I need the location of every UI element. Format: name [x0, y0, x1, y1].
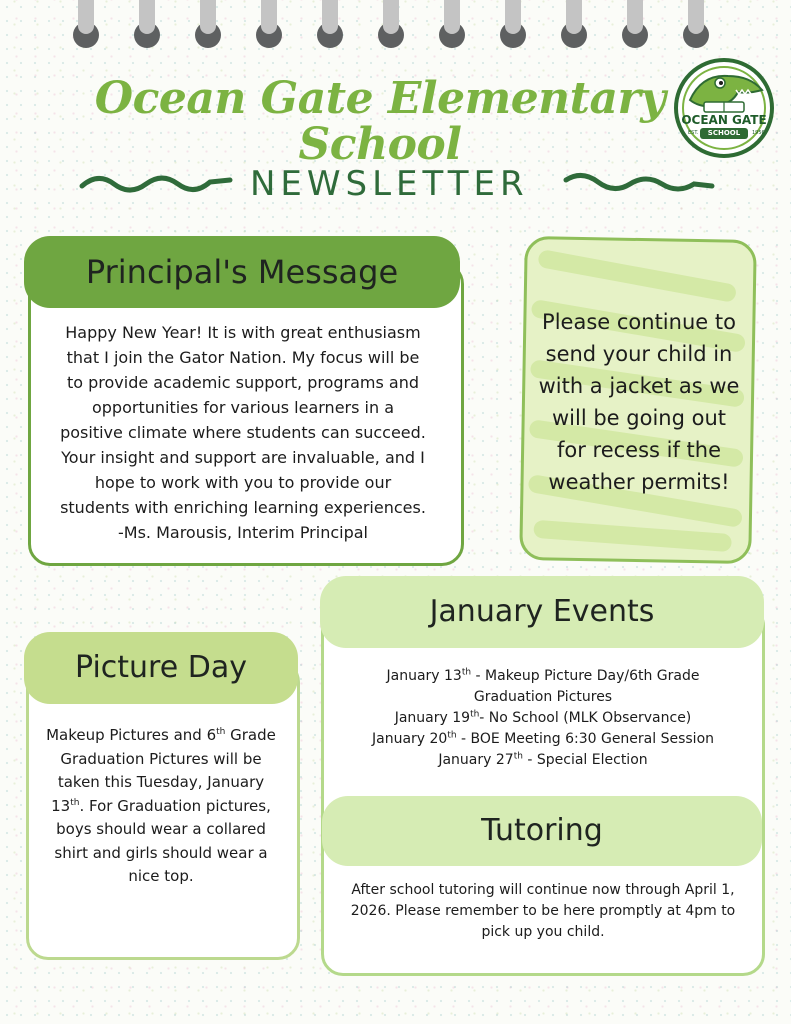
- text-line: boys should wear a collared: [56, 820, 266, 838]
- text-line: 2026. Please remember to be here promptly at 4pm to: [350, 903, 736, 919]
- text-line: for recess if the: [556, 438, 722, 462]
- binding-ring: [561, 0, 587, 46]
- binding-ring: [500, 0, 526, 46]
- school-title-line2: School: [298, 119, 462, 170]
- text-line: Your insight and support are invaluable, and I: [61, 448, 425, 467]
- right-squiggle: [560, 168, 720, 198]
- tutoring-heading: Tutoring: [322, 796, 762, 866]
- text-line: that I join the Gator Nation. My focus will be: [66, 348, 420, 367]
- binding-ring: [73, 0, 99, 46]
- text-line: shirt and girls should wear a: [54, 843, 268, 862]
- logo-est: EST.: [688, 130, 699, 136]
- text-line: opportunities for various learners in a: [91, 398, 395, 417]
- gator-icon: [672, 56, 776, 160]
- left-squiggle: [78, 168, 238, 198]
- logo-name: OCEAN GATE: [681, 113, 767, 127]
- text-line: After school tutoring will continue now through April 1,: [351, 882, 735, 898]
- event-item: January 19th- No School (MLK Observance): [394, 709, 692, 726]
- newsletter-heading: NEWSLETTER: [250, 164, 529, 204]
- event-item: January 27th - Special Election: [438, 751, 648, 768]
- text-line: Please continue to: [542, 310, 736, 334]
- principal-signature: -Ms. Marousis, Interim Principal: [118, 523, 368, 542]
- tutoring-body: [326, 880, 760, 943]
- event-item: January 13th - Makeup Picture Day/6th Grade: [386, 667, 700, 684]
- school-logo: [672, 56, 776, 160]
- principal-message-body: [30, 320, 456, 545]
- jacket-note-text: [528, 306, 750, 498]
- logo-year: 1956: [752, 130, 765, 136]
- event-item: Graduation Pictures: [473, 689, 613, 705]
- event-item: January 20th - BOE Meeting 6:30 General Session: [371, 730, 715, 747]
- binding-ring: [195, 0, 221, 46]
- text-line: weather permits!: [548, 470, 730, 494]
- school-title-line1: Ocean Gate Elementary: [94, 73, 666, 124]
- text-line: with a jacket as we: [538, 374, 740, 398]
- school-title: [80, 73, 680, 170]
- january-events-heading: January Events: [320, 576, 764, 648]
- text-line: Happy New Year! It is with great enthusiasm: [65, 323, 421, 342]
- text-line: nice top.: [128, 867, 194, 885]
- binding-ring: [256, 0, 282, 46]
- text-line: Makeup Pictures and 6th Grade: [46, 726, 276, 744]
- binding-ring: [378, 0, 404, 46]
- january-events-list: [326, 666, 760, 771]
- text-line: 13th. For Graduation pictures,: [51, 796, 271, 815]
- principal-message-heading: Principal's Message: [24, 236, 460, 308]
- binding-ring: [683, 0, 709, 46]
- text-line: send your child in: [545, 342, 733, 366]
- text-line: students with enriching learning experiences.: [60, 498, 426, 517]
- binding-ring: [439, 0, 465, 46]
- binding-ring: [317, 0, 343, 46]
- text-line: pick up you child.: [481, 924, 605, 940]
- logo-sub: SCHOOL: [700, 128, 748, 139]
- picture-day-heading: Picture Day: [24, 632, 298, 704]
- text-line: Graduation Pictures will be: [60, 749, 262, 768]
- text-line: hope to work with you to provide our: [94, 473, 392, 492]
- binding-ring: [134, 0, 160, 46]
- text-line: to provide academic support, programs and: [66, 373, 420, 392]
- picture-day-body: [30, 724, 292, 889]
- binding-ring: [622, 0, 648, 46]
- text-line: taken this Tuesday, January: [57, 773, 265, 791]
- text-line: will be going out: [552, 406, 726, 430]
- text-line: positive climate where students can succeed.: [60, 423, 426, 442]
